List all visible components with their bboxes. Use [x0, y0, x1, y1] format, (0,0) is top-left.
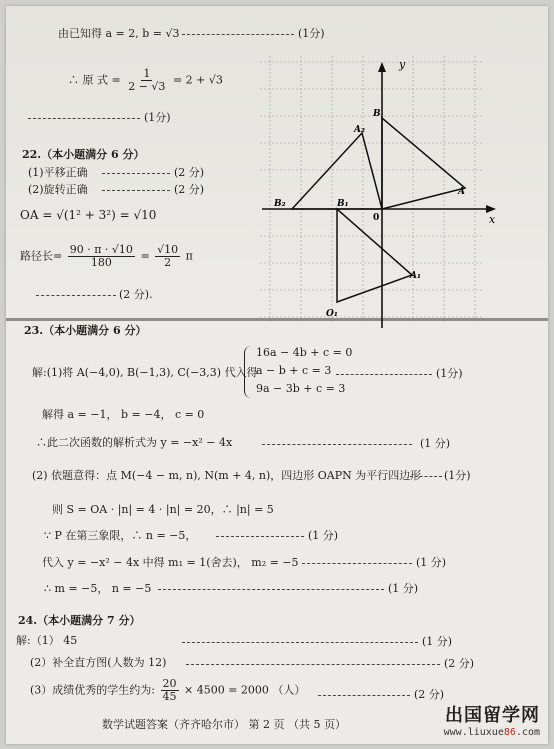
- point-o1-label: O₁: [326, 309, 338, 319]
- fraction: [126, 68, 167, 93]
- q23-score-2: (1 分): [420, 437, 451, 450]
- dash-leader: [102, 173, 170, 174]
- fraction-denominator: 45: [162, 690, 177, 704]
- q23-substitution: 解:(1)将 A(−4,0), B(−1,3), C(−3,3) 代入得: [32, 366, 258, 379]
- x-axis-arrow-icon: [486, 205, 496, 213]
- q23-score-3: (1分): [444, 469, 471, 482]
- equals-sign: =: [140, 249, 150, 263]
- dash-leader: [158, 589, 384, 590]
- path-label: 路径长=: [20, 249, 63, 263]
- fraction-denominator: 2 − √3: [128, 80, 166, 94]
- q23-score-4: (1 分): [308, 529, 339, 542]
- dash-leader: [182, 34, 294, 35]
- point-a2-label: A₂: [354, 125, 365, 135]
- q23-score-1: (1分): [436, 367, 463, 380]
- q22-oa-length: OA = √(1² + 3²) = √10: [20, 208, 157, 222]
- q22-part2-score: (2 分): [174, 183, 205, 196]
- q22-path-length: [20, 244, 193, 269]
- simplification-line: [68, 68, 223, 93]
- q22-title: 22.（本小题满分 6 分）: [22, 148, 145, 161]
- given-values: 由已知得 a = 2, b = √3: [58, 27, 180, 40]
- point-b2-label: B₂: [274, 199, 286, 209]
- q23-answer: ∴ m = −5， n = −5: [44, 582, 152, 595]
- q23-substitute: 代入 y = −x² − 4x 中得 m₁ = 1(舍去)， m₂ = −5: [42, 556, 299, 569]
- dash-leader: [410, 476, 442, 477]
- q24-part3-result: × 4500 = 2000 （人）: [184, 683, 306, 697]
- pi-symbol: π: [185, 249, 193, 263]
- dash-leader: [182, 642, 418, 643]
- answer-sheet: [6, 6, 548, 744]
- q23-area: 则 S = OA · |n| = 4 · |n| = 20，∴ |n| = 5: [52, 503, 274, 516]
- watermark-url: [444, 727, 540, 738]
- point-a1-label: A₁: [410, 271, 421, 281]
- simplify-result: = 2 + √3: [172, 73, 223, 87]
- point-a-label: A: [458, 187, 465, 197]
- fraction: [161, 678, 179, 703]
- point-b-label: B: [373, 109, 381, 119]
- point-b1-label: B₁: [337, 199, 349, 209]
- q24-score-2: (2 分): [444, 657, 475, 670]
- fraction-denominator: 180: [90, 256, 112, 270]
- q22-part1-score: (2 分): [174, 166, 205, 179]
- x-axis-label: x: [489, 213, 496, 226]
- q24-part3-label: (3）成绩优秀的学生约为:: [30, 683, 155, 697]
- watermark-url-c: .com: [515, 727, 540, 738]
- triangle-oab: [382, 118, 465, 209]
- q23-equation-1: 16a − 4b + c = 0: [256, 346, 353, 359]
- q24-part3: [30, 678, 305, 703]
- fraction: [155, 244, 180, 269]
- dash-leader: [318, 695, 410, 696]
- watermark-title: 出国留学网: [445, 705, 540, 726]
- y-axis-label: y: [399, 58, 406, 71]
- page-footer: 数学试题答案（齐齐哈尔市） 第 2 页 （共 5 页）: [102, 718, 346, 731]
- dash-leader: [36, 295, 116, 296]
- q23-function: ∴此二次函数的解析式为 y = −x² − 4x: [36, 436, 233, 449]
- dash-leader: [336, 374, 432, 375]
- system-brace: [244, 346, 255, 398]
- fraction-numerator: 90 · π · √10: [69, 243, 133, 256]
- q24-score-1: (1 分): [422, 635, 453, 648]
- watermark-url-a: www.liuxue: [443, 727, 504, 738]
- q24-part1: 解:（1） 45: [16, 634, 78, 647]
- fraction-numerator: 1: [143, 67, 151, 80]
- q23-quadrant: ∵ P 在第三象限，∴ n = −5，: [44, 529, 197, 542]
- dash-leader: [216, 536, 304, 537]
- coordinate-graph: [260, 56, 498, 328]
- fraction-denominator: 2: [164, 256, 172, 270]
- score-2: (1分): [144, 111, 171, 124]
- fraction: [68, 244, 135, 269]
- triangle-oa2b2: [292, 133, 382, 209]
- q24-part2: (2）补全直方图(人数为 12): [30, 656, 167, 669]
- q23-equation-2: a − b + c = 3: [256, 364, 332, 377]
- q24-title: 24.（本小题满分 7 分）: [18, 614, 141, 627]
- q23-equation-3: 9a − 3b + c = 3: [256, 382, 346, 395]
- simplify-label: ∴ 原 式 =: [68, 73, 121, 87]
- origin-label: 0: [373, 213, 380, 223]
- y-axis-arrow-icon: [378, 62, 386, 72]
- q24-score-3: (2 分): [414, 688, 445, 701]
- dash-leader: [186, 664, 440, 665]
- q23-score-6: (1 分): [388, 582, 419, 595]
- q23-score-5: (1 分): [416, 556, 447, 569]
- q23-title: 23.（本小题满分 6 分）: [24, 324, 147, 337]
- dash-leader: [302, 563, 412, 564]
- fraction-numerator: √10: [157, 243, 179, 256]
- q23-part2: (2) 依题意得：点 M(−4 − m, n), N(m + 4, n)，四边形 OAPN 为平行四边形: [32, 469, 422, 482]
- q22-part2: (2)旋转正确: [28, 183, 88, 196]
- fraction-numerator: 20: [162, 677, 177, 690]
- q23-solution: 解得 a = −1， b = −4， c = 0: [42, 408, 205, 421]
- graph-grid: [260, 56, 484, 324]
- q22-part1: (1)平移正确: [28, 166, 88, 179]
- watermark-logo: [444, 701, 540, 738]
- dash-leader: [102, 190, 170, 191]
- score-1: (1分): [298, 27, 325, 40]
- watermark-url-b: 86: [503, 727, 516, 738]
- q22-path-score: (2 分).: [119, 288, 153, 301]
- dash-leader: [28, 118, 140, 119]
- dash-leader: [262, 444, 412, 445]
